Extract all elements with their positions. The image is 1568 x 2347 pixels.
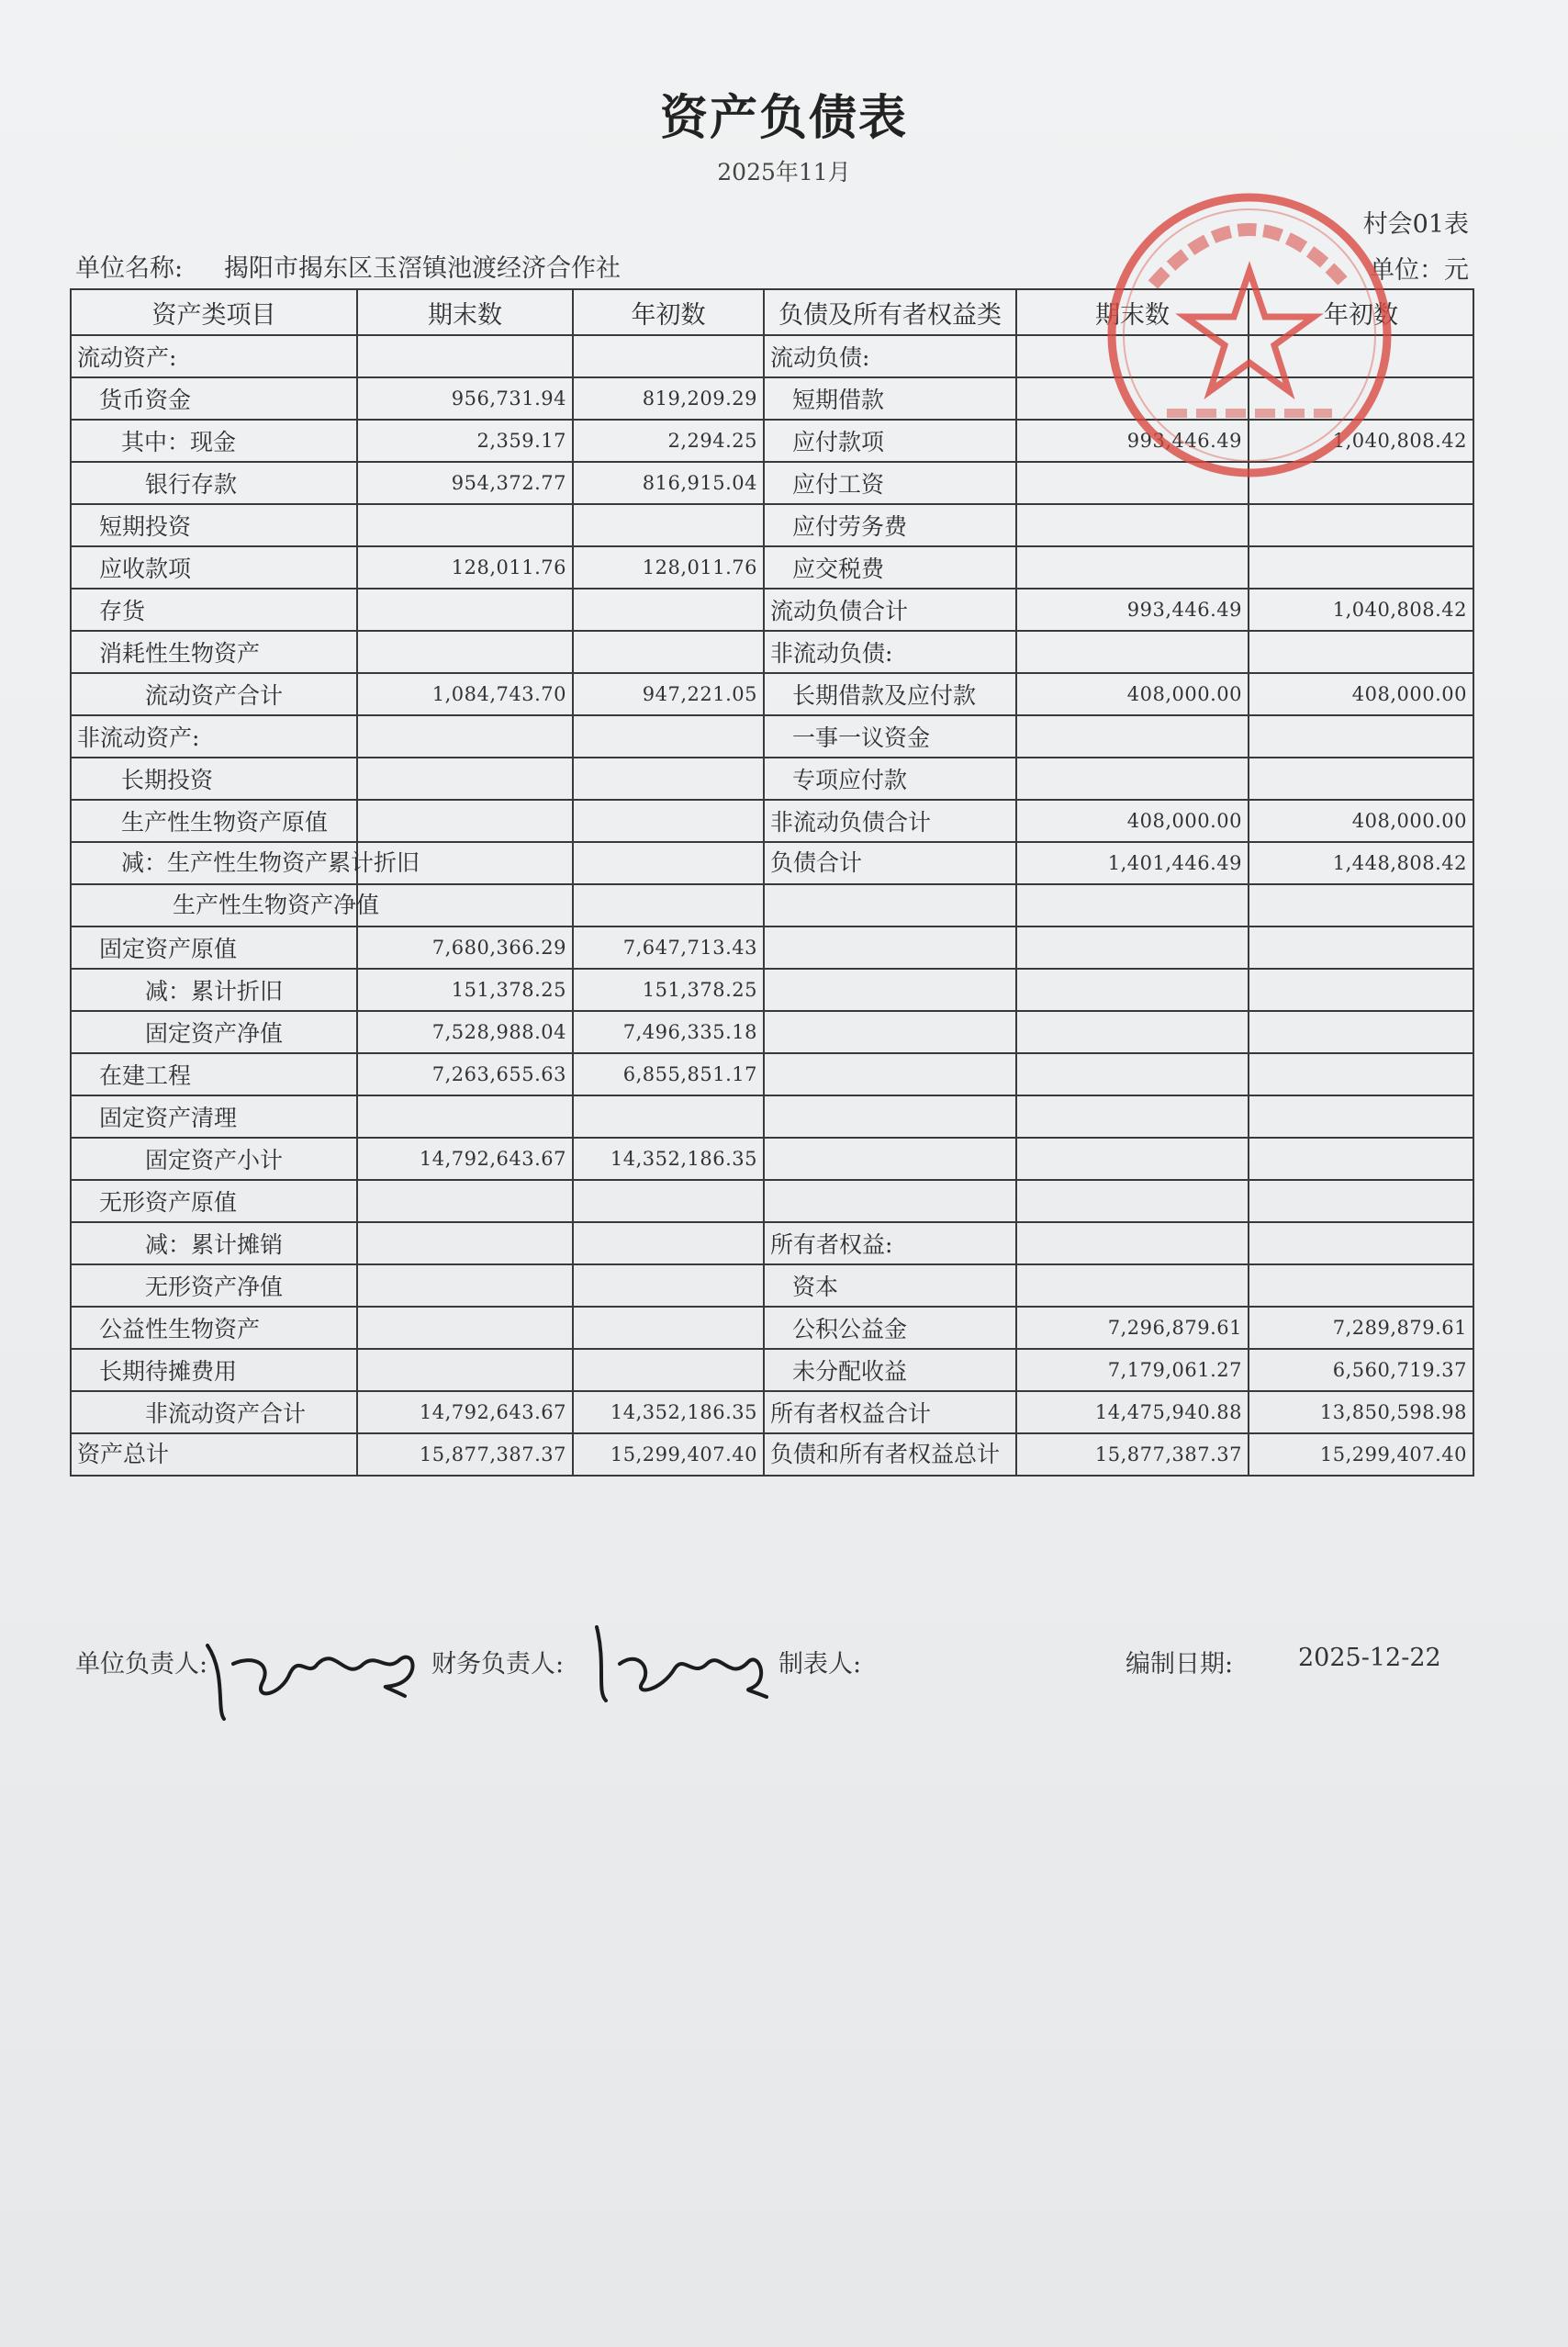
asset-begin-value-cell	[573, 884, 764, 926]
liability-begin-value-cell: 408,000.00	[1249, 800, 1473, 842]
asset-end-value-cell	[357, 1095, 573, 1138]
asset-begin-value-cell	[573, 842, 764, 884]
liability-begin-value-cell	[1249, 884, 1473, 926]
asset-item-cell: 固定资产原值	[71, 926, 357, 969]
org-name: 揭阳市揭东区玉滘镇池渡经济合作社	[224, 254, 621, 283]
asset-item-cell: 资产总计	[71, 1433, 357, 1476]
table-row	[71, 800, 1473, 842]
table-row	[71, 1180, 1473, 1222]
asset-begin-value-cell	[573, 1095, 764, 1138]
liability-begin-value-cell	[1249, 1222, 1473, 1264]
asset-end-value-cell	[357, 1264, 573, 1307]
asset-item-cell: 固定资产小计	[71, 1138, 357, 1180]
asset-item-cell: 其中：现金	[71, 420, 357, 462]
liability-end-value-cell: 408,000.00	[1016, 800, 1249, 842]
asset-begin-value-cell	[573, 1222, 764, 1264]
liability-end-value-cell	[1016, 1180, 1249, 1222]
head-label: 单位负责人:	[75, 1650, 208, 1679]
table-row	[71, 1433, 1473, 1476]
liability-begin-value-cell	[1249, 1053, 1473, 1095]
asset-end-value-cell: 14,792,643.67	[357, 1138, 573, 1180]
liability-begin-value-cell: 408,000.00	[1249, 673, 1473, 715]
asset-end-value-cell	[357, 715, 573, 758]
asset-item-cell: 流动资产合计	[71, 673, 357, 715]
asset-begin-value-cell: 14,352,186.35	[573, 1391, 764, 1433]
liability-item-cell	[764, 1095, 1016, 1138]
asset-end-value-cell: 14,792,643.67	[357, 1391, 573, 1433]
asset-item-cell: 短期投资	[71, 504, 357, 546]
liability-begin-value-cell: 1,040,808.42	[1249, 420, 1473, 462]
liability-item-cell: 公积公益金	[764, 1307, 1016, 1349]
liability-end-value-cell	[1016, 1095, 1249, 1138]
finance-label: 财务负责人:	[431, 1650, 565, 1679]
table-body	[71, 335, 1473, 1476]
asset-begin-value-cell: 819,209.29	[573, 377, 764, 420]
asset-end-value-cell: 956,731.94	[357, 377, 573, 420]
official-seal-icon	[1098, 184, 1401, 487]
asset-end-value-cell: 1,084,743.70	[357, 673, 573, 715]
asset-end-value-cell: 7,263,655.63	[357, 1053, 573, 1095]
liability-end-value-cell	[1016, 884, 1249, 926]
asset-begin-value-cell: 2,294.25	[573, 420, 764, 462]
asset-begin-value-cell: 7,496,335.18	[573, 1011, 764, 1053]
preparer-label: 制表人:	[778, 1650, 862, 1679]
asset-begin-value-cell	[573, 758, 764, 800]
asset-end-value-cell	[357, 1349, 573, 1391]
page-title: 资产负债表	[659, 91, 908, 146]
date-label: 编制日期:	[1126, 1650, 1234, 1679]
asset-item-cell: 减：生产性生物资产累计折旧	[71, 842, 357, 884]
table-row	[71, 631, 1473, 673]
liability-item-cell	[764, 1011, 1016, 1053]
table-row	[71, 969, 1473, 1011]
asset-item-cell: 生产性生物资产原值	[71, 800, 357, 842]
asset-end-value-cell: 15,877,387.37	[357, 1433, 573, 1476]
liability-item-cell	[764, 884, 1016, 926]
asset-begin-value-cell	[573, 1264, 764, 1307]
asset-item-cell: 长期待摊费用	[71, 1349, 357, 1391]
liability-end-value-cell	[1016, 504, 1249, 546]
liability-end-value-cell	[1016, 1011, 1249, 1053]
liability-item-cell	[764, 926, 1016, 969]
table-row	[71, 715, 1473, 758]
table-row	[71, 1011, 1473, 1053]
liability-end-value-cell: 14,475,940.88	[1016, 1391, 1249, 1433]
liability-item-cell: 资本	[764, 1264, 1016, 1307]
liability-begin-value-cell	[1249, 546, 1473, 589]
asset-item-cell: 公益性生物资产	[71, 1307, 357, 1349]
liability-end-value-cell: 993,446.49	[1016, 420, 1249, 462]
asset-begin-value-cell	[573, 1180, 764, 1222]
unit-label: 单位：元	[1370, 256, 1469, 285]
table-row	[71, 1391, 1473, 1433]
asset-begin-value-cell: 151,378.25	[573, 969, 764, 1011]
liability-item-cell: 非流动负债:	[764, 631, 1016, 673]
liability-begin-value-cell	[1249, 758, 1473, 800]
liability-end-value-cell	[1016, 546, 1249, 589]
liability-begin-value-cell: 1,040,808.42	[1249, 589, 1473, 631]
asset-item-cell: 应收款项	[71, 546, 357, 589]
liability-end-value-cell: 7,179,061.27	[1016, 1349, 1249, 1391]
liability-end-value-cell	[1016, 1053, 1249, 1095]
liability-item-cell: 负债和所有者权益总计	[764, 1433, 1016, 1476]
liability-begin-value-cell	[1249, 1095, 1473, 1138]
asset-end-value-cell	[357, 589, 573, 631]
liability-item-cell	[764, 969, 1016, 1011]
asset-item-cell: 固定资产净值	[71, 1011, 357, 1053]
asset-item-cell: 非流动资产合计	[71, 1391, 357, 1433]
asset-begin-value-cell: 816,915.04	[573, 462, 764, 504]
asset-begin-value-cell	[573, 589, 764, 631]
asset-end-value-cell	[357, 758, 573, 800]
liability-item-cell: 一事一议资金	[764, 715, 1016, 758]
table-row	[71, 1138, 1473, 1180]
table-row	[71, 1095, 1473, 1138]
asset-item-cell: 固定资产清理	[71, 1095, 357, 1138]
asset-end-value-cell	[357, 631, 573, 673]
liability-end-value-cell: 7,296,879.61	[1016, 1307, 1249, 1349]
asset-end-value-cell: 954,372.77	[357, 462, 573, 504]
asset-item-cell: 减：累计折旧	[71, 969, 357, 1011]
asset-item-cell: 减：累计摊销	[71, 1222, 357, 1264]
table-row	[71, 842, 1473, 884]
liability-item-cell: 应付劳务费	[764, 504, 1016, 546]
liability-begin-value-cell: 13,850,598.98	[1249, 1391, 1473, 1433]
asset-begin-value-cell	[573, 800, 764, 842]
date-value: 2025-12-22	[1298, 1644, 1441, 1672]
table-row	[71, 546, 1473, 589]
asset-item-cell: 存货	[71, 589, 357, 631]
liability-end-value-cell	[1016, 1222, 1249, 1264]
table-row	[71, 673, 1473, 715]
asset-begin-value-cell: 15,299,407.40	[573, 1433, 764, 1476]
liability-begin-value-cell	[1249, 969, 1473, 1011]
liability-begin-value-cell: 6,560,719.37	[1249, 1349, 1473, 1391]
asset-end-value-cell	[357, 1180, 573, 1222]
liability-begin-value-cell	[1249, 504, 1473, 546]
asset-item-cell: 长期投资	[71, 758, 357, 800]
asset-begin-value-cell	[573, 715, 764, 758]
asset-item-cell: 流动资产:	[71, 335, 357, 377]
liability-item-cell: 负债合计	[764, 842, 1016, 884]
liability-end-value-cell: 15,877,387.37	[1016, 1433, 1249, 1476]
table-row	[71, 1307, 1473, 1349]
asset-begin-value-cell	[573, 1349, 764, 1391]
liability-begin-value-cell	[1249, 1011, 1473, 1053]
asset-begin-value-cell: 7,647,713.43	[573, 926, 764, 969]
asset-item-cell: 消耗性生物资产	[71, 631, 357, 673]
asset-begin-value-cell	[573, 631, 764, 673]
liability-item-cell	[764, 1180, 1016, 1222]
table-row	[71, 1349, 1473, 1391]
asset-begin-value-cell	[573, 335, 764, 377]
asset-item-cell: 货币资金	[71, 377, 357, 420]
table-row	[71, 1222, 1473, 1264]
asset-end-value-cell: 2,359.17	[357, 420, 573, 462]
org-label: 单位名称:	[75, 254, 184, 283]
liability-item-cell: 应付款项	[764, 420, 1016, 462]
table-row	[71, 1053, 1473, 1095]
liability-item-cell	[764, 1053, 1016, 1095]
asset-end-value-cell	[357, 1222, 573, 1264]
asset-begin-value-cell: 947,221.05	[573, 673, 764, 715]
table-row	[71, 758, 1473, 800]
asset-end-value-cell: 151,378.25	[357, 969, 573, 1011]
asset-item-cell: 在建工程	[71, 1053, 357, 1095]
form-number: 村会01表	[1362, 210, 1469, 239]
liability-end-value-cell	[1016, 758, 1249, 800]
asset-begin-value-cell: 6,855,851.17	[573, 1053, 764, 1095]
liability-begin-value-cell: 7,289,879.61	[1249, 1307, 1473, 1349]
header-cell: 资产类项目	[71, 289, 357, 335]
liability-begin-value-cell	[1249, 715, 1473, 758]
liability-begin-value-cell	[1249, 1138, 1473, 1180]
signature-icon	[569, 1609, 780, 1719]
liability-item-cell: 非流动负债合计	[764, 800, 1016, 842]
header-cell: 负债及所有者权益类	[764, 289, 1016, 335]
liability-item-cell: 所有者权益合计	[764, 1391, 1016, 1433]
report-period: 2025年11月	[717, 159, 851, 185]
asset-end-value-cell: 7,680,366.29	[357, 926, 573, 969]
header-cell: 年初数	[1249, 289, 1473, 335]
liability-begin-value-cell: 15,299,407.40	[1249, 1433, 1473, 1476]
liability-end-value-cell: 408,000.00	[1016, 673, 1249, 715]
asset-end-value-cell	[357, 800, 573, 842]
header-cell: 年初数	[573, 289, 764, 335]
liability-item-cell: 长期借款及应付款	[764, 673, 1016, 715]
liability-begin-value-cell: 1,448,808.42	[1249, 842, 1473, 884]
liability-item-cell	[764, 1138, 1016, 1180]
liability-item-cell: 所有者权益:	[764, 1222, 1016, 1264]
liability-begin-value-cell	[1249, 631, 1473, 673]
asset-end-value-cell	[357, 335, 573, 377]
liability-end-value-cell	[1016, 1138, 1249, 1180]
liability-end-value-cell	[1016, 969, 1249, 1011]
asset-end-value-cell	[357, 1307, 573, 1349]
asset-end-value-cell	[357, 884, 573, 926]
liability-begin-value-cell	[1249, 926, 1473, 969]
asset-begin-value-cell: 128,011.76	[573, 546, 764, 589]
asset-end-value-cell	[357, 504, 573, 546]
liability-end-value-cell	[1016, 715, 1249, 758]
liability-item-cell: 专项应付款	[764, 758, 1016, 800]
liability-item-cell: 流动负债合计	[764, 589, 1016, 631]
liability-item-cell: 短期借款	[764, 377, 1016, 420]
asset-item-cell: 银行存款	[71, 462, 357, 504]
asset-begin-value-cell	[573, 1307, 764, 1349]
liability-item-cell: 流动负债:	[764, 335, 1016, 377]
asset-begin-value-cell: 14,352,186.35	[573, 1138, 764, 1180]
liability-item-cell: 应交税费	[764, 546, 1016, 589]
asset-item-cell: 生产性生物资产净值	[71, 884, 357, 926]
liability-end-value-cell: 993,446.49	[1016, 589, 1249, 631]
liability-begin-value-cell	[1249, 1264, 1473, 1307]
header-cell: 期末数	[1016, 289, 1249, 335]
asset-item-cell: 无形资产净值	[71, 1264, 357, 1307]
asset-end-value-cell: 128,011.76	[357, 546, 573, 589]
asset-item-cell: 非流动资产:	[71, 715, 357, 758]
liability-item-cell: 未分配收益	[764, 1349, 1016, 1391]
table-row	[71, 589, 1473, 631]
liability-begin-value-cell	[1249, 1180, 1473, 1222]
liability-end-value-cell	[1016, 1264, 1249, 1307]
table-row	[71, 1264, 1473, 1307]
signature-icon	[189, 1609, 437, 1728]
header-cell: 期末数	[357, 289, 573, 335]
asset-end-value-cell: 7,528,988.04	[357, 1011, 573, 1053]
table-row	[71, 926, 1473, 969]
asset-item-cell: 无形资产原值	[71, 1180, 357, 1222]
table-row	[71, 884, 1473, 926]
liability-end-value-cell: 1,401,446.49	[1016, 842, 1249, 884]
asset-begin-value-cell	[573, 504, 764, 546]
table-row	[71, 504, 1473, 546]
liability-end-value-cell	[1016, 926, 1249, 969]
liability-item-cell: 应付工资	[764, 462, 1016, 504]
liability-end-value-cell	[1016, 631, 1249, 673]
